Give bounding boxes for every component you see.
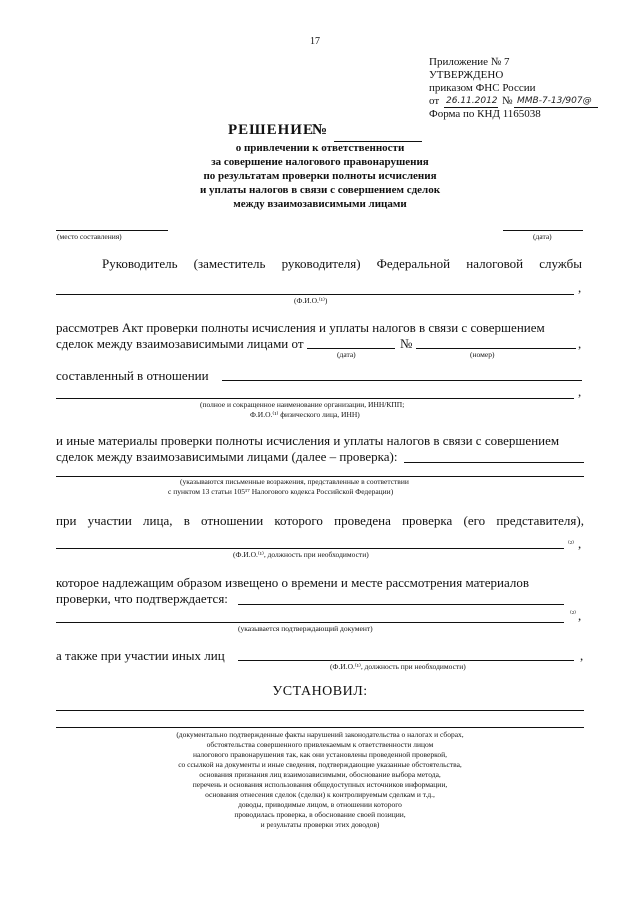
- approved-label: УТВЕРЖДЕНО: [429, 69, 504, 81]
- participant-fio-line[interactable]: [56, 548, 564, 549]
- caption-line: обстоятельства совершенного привлекаемым к ответственности лицом: [206, 740, 434, 749]
- act-date-label: (дата): [337, 350, 356, 359]
- other-persons-line[interactable]: [238, 660, 574, 661]
- form-code: Форма по КНД 1165038: [429, 108, 541, 120]
- participant-fio-caption: (Ф.И.О.⁽¹⁾, должность при необходимости): [233, 550, 369, 559]
- subtitle-line: и уплаты налогов в связи с совершением сделок: [199, 184, 441, 196]
- caption-line: перечень и основания использования общедоступных источников информации,: [192, 780, 448, 789]
- act-no-sign: №: [400, 336, 413, 351]
- decision-title: РЕШЕНИЕ: [228, 122, 314, 138]
- subtitle-line: между взаимозависимыми лицами: [233, 198, 407, 210]
- materials-text-line2: сделок между взаимозависимыми лицами (далее – проверка):: [56, 449, 398, 464]
- established-heading: УСТАНОВИЛ:: [272, 684, 368, 699]
- caption-line: доводы, приводимые лицом, в отношении которого: [238, 800, 402, 809]
- taxpayer-line2[interactable]: [56, 398, 574, 399]
- place-line[interactable]: [56, 230, 168, 231]
- act-text-line2: сделок между взаимозависимыми лицами от: [56, 336, 304, 351]
- materials-text-line1: и иные материалы проверки полноты исчисления и уплаты налогов в связи с совершением: [56, 433, 560, 448]
- word: проведена: [334, 513, 391, 528]
- notified-text-line1: которое надлежащим образом извещено о времени и месте рассмотрения материалов: [56, 575, 529, 590]
- order-number: ММВ-7-13/907@: [517, 96, 592, 106]
- word: службы: [539, 256, 582, 271]
- decision-no-sign: №: [312, 122, 328, 138]
- confirm-doc-caption: (указывается подтверждающий документ): [238, 624, 373, 633]
- order-label: приказом ФНС России: [429, 82, 536, 94]
- confirm-doc-line1[interactable]: [238, 604, 564, 605]
- order-date: 26.11.2012: [446, 96, 498, 106]
- comma: ,: [578, 536, 582, 551]
- place-label: (место составления): [57, 232, 122, 241]
- word: (заместитель: [193, 256, 266, 271]
- confirm-doc-line2[interactable]: [56, 622, 564, 623]
- objections-caption-2: с пунктом 13 статьи 105¹⁷ Налогового кодекса Российской Федерации): [168, 487, 394, 496]
- date-label: (дата): [533, 232, 552, 241]
- findings-line2[interactable]: [56, 727, 584, 728]
- caption-line: и результаты проверки этих доводов): [260, 820, 380, 829]
- caption-line: (документально подтвержденные факты нарушений законодательства о налогах и сборах,: [176, 730, 464, 739]
- findings-line1[interactable]: [56, 710, 584, 711]
- head-of-service-line: [102, 256, 582, 272]
- word: которого: [274, 513, 323, 528]
- date-line[interactable]: [503, 230, 583, 231]
- compiled-against-label: составленный в отношении: [56, 368, 209, 383]
- taxpayer-line1[interactable]: [222, 380, 582, 381]
- other-persons-caption: (Ф.И.О.⁽¹⁾, должность при необходимости): [330, 662, 466, 671]
- notified-text-line2: проверки, что подтверждается:: [56, 591, 228, 606]
- word: отношении: [201, 513, 264, 528]
- subtitle-line: по результатам проверки полноты исчисления: [203, 170, 437, 182]
- caption-line: основания признания лиц взаимозависимыми, обоснование выбора метода,: [199, 770, 441, 779]
- head-fio-label: (Ф.И.О.⁽¹⁾): [294, 296, 328, 305]
- footnote-ref: ⁽²⁾: [570, 609, 576, 618]
- caption-line: налогового правонарушения так, как они установлены проведенной проверкой,: [193, 750, 447, 759]
- word: налоговой: [466, 256, 524, 271]
- comma: ,: [578, 280, 582, 295]
- footnote-ref: ⁽²⁾: [568, 539, 574, 548]
- word: проверка: [402, 513, 453, 528]
- comma: ,: [580, 648, 584, 663]
- taxpayer-caption-2: Ф.И.О.⁽¹⁾ физического лица, ИНН): [250, 410, 360, 419]
- comma: ,: [578, 384, 582, 399]
- act-date-line[interactable]: [307, 348, 395, 349]
- subtitle-line: о привлечении к ответственности: [235, 142, 405, 154]
- act-number-label: (номер): [470, 350, 495, 359]
- caption-line: со ссылкой на документы и иные сведения, подтверждающие указанные обстоятельства,: [178, 760, 462, 769]
- word: Руководитель: [102, 256, 178, 271]
- word: при: [56, 513, 77, 528]
- participation-line: [56, 513, 584, 529]
- order-from: от: [429, 95, 440, 107]
- word: руководителя): [281, 256, 361, 271]
- other-persons-label: а также при участии иных лиц: [56, 648, 225, 663]
- taxpayer-caption-1: (полное и сокращенное наименование организации, ИНН/КПП;: [200, 400, 405, 409]
- word: (его: [463, 513, 486, 528]
- word: участии: [87, 513, 132, 528]
- word: лица,: [143, 513, 173, 528]
- comma: ,: [578, 608, 582, 623]
- objections-line1[interactable]: [404, 462, 584, 463]
- word: Федеральной: [376, 256, 451, 271]
- word: в: [183, 513, 190, 528]
- page-number: 17: [310, 36, 320, 47]
- subtitle-line: за совершение налогового правонарушения: [211, 156, 429, 168]
- comma: ,: [578, 336, 582, 351]
- objections-caption-1: (указываются письменные возражения, представленные в соответствии: [180, 477, 409, 486]
- caption-line: проводилась проверка, в обоснование своей позиции,: [234, 810, 406, 819]
- appendix-label: Приложение № 7: [429, 56, 510, 68]
- head-fio-line[interactable]: [56, 294, 574, 295]
- word: представителя),: [496, 513, 584, 528]
- act-text-line1: рассмотрев Акт проверки полноты исчисления и уплаты налогов в связи с совершением: [56, 320, 545, 335]
- caption-line: основания отнесения сделок (сделки) к контролируемым сделкам и т.д.,: [205, 790, 435, 799]
- act-number-line[interactable]: [416, 348, 576, 349]
- order-no-sign: №: [502, 95, 513, 107]
